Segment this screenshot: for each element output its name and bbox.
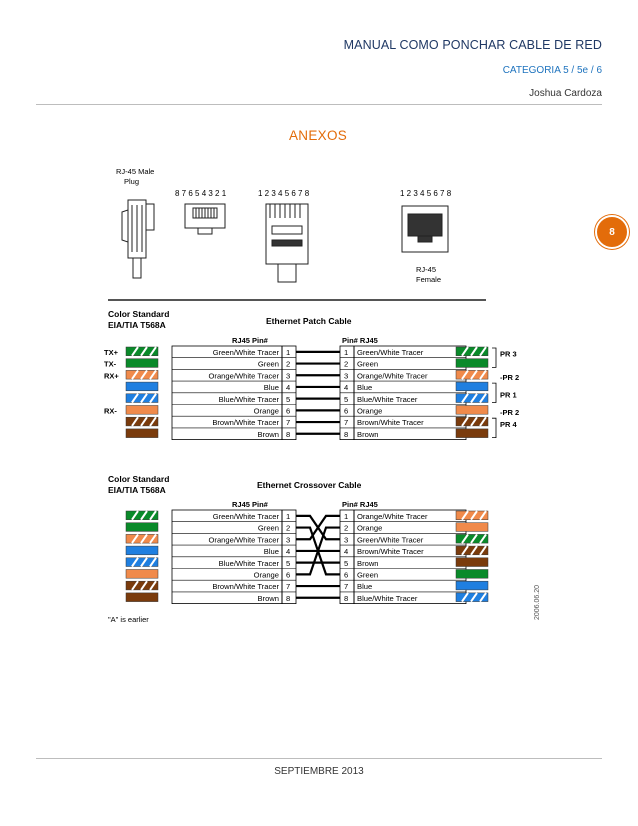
left-pin-number: 5 (286, 558, 291, 568)
left-pin-number: 3 (286, 535, 291, 545)
left-wire-label: Orange (253, 570, 279, 580)
left-wire-label: Green/White Tracer (212, 512, 279, 521)
crossover-color-standard-line1: Color Standard (108, 474, 170, 484)
right-wire-label: Blue (357, 383, 373, 393)
right-pin-number: 3 (344, 535, 349, 545)
footnote-a-is-earlier: "A" is earlier (108, 615, 149, 624)
right-wire-label: Brown (357, 558, 379, 568)
signal-label: TX- (104, 359, 117, 369)
right-pin-number: 8 (344, 593, 349, 603)
right-pin-number: 2 (344, 359, 349, 369)
header-divider (36, 104, 602, 105)
crossover-color-standard-line2: EIA/TIA T568A (108, 485, 166, 495)
left-pin-number: 6 (286, 570, 291, 580)
right-wire-label: Blue/White Tracer (357, 593, 418, 603)
signal-label: TX+ (104, 348, 118, 357)
rj45-wiring-diagram (100, 160, 540, 630)
left-table-header: RJ45 Pin# (232, 336, 268, 345)
left-wire-label: Orange/White Tracer (208, 371, 279, 381)
pin-order-forward: 1 2 3 4 5 6 7 8 (258, 189, 310, 198)
pair-label: PR 3 (500, 349, 517, 359)
right-table-header: Pin# RJ45 (342, 336, 378, 345)
left-wire-label: Green (257, 523, 279, 533)
right-wire-label: Brown/White Tracer (357, 547, 424, 557)
pair-label: -PR 2 (500, 373, 520, 383)
left-color-swatch (126, 359, 158, 368)
left-pin-number: 7 (286, 582, 291, 592)
right-pin-number: 5 (344, 558, 349, 568)
patch-color-standard-line1: Color Standard (108, 309, 170, 319)
left-pin-number: 8 (286, 429, 291, 439)
patch-color-standard-line2: EIA/TIA T568A (108, 320, 166, 330)
pair-label: PR 4 (500, 419, 517, 429)
left-pin-number: 3 (286, 371, 291, 381)
pair-bracket (492, 418, 496, 437)
right-pin-number: 1 (344, 348, 349, 357)
right-pin-number: 4 (344, 383, 349, 393)
left-color-swatch (126, 523, 158, 532)
right-color-swatch (456, 523, 488, 532)
pair-bracket (492, 348, 496, 367)
crossover-cable-title: Ethernet Crossover Cable (257, 480, 362, 490)
left-color-swatch (126, 570, 158, 579)
right-color-swatch (456, 581, 488, 590)
plug-top-view-icon (266, 204, 308, 282)
left-pin-number: 8 (286, 593, 291, 603)
right-wire-label: Brown (357, 429, 379, 439)
left-wire-label: Blue (263, 547, 279, 557)
left-color-swatch (126, 429, 158, 438)
section-title: ANEXOS (289, 128, 348, 143)
left-pin-number: 2 (286, 523, 291, 533)
signal-label: RX- (104, 406, 117, 416)
left-pin-number: 6 (286, 406, 291, 416)
left-wire-label: Green (257, 359, 279, 369)
left-wire-label: Blue (263, 383, 279, 393)
left-pin-number: 7 (286, 418, 291, 428)
right-wire-label: Orange/White Tracer (357, 371, 428, 381)
left-wire-label: Blue/White Tracer (218, 558, 279, 568)
left-color-swatch (126, 593, 158, 602)
left-wire-label: Brown/White Tracer (212, 418, 279, 428)
document-subtitle: CATEGORIA 5 / 5e / 6 (502, 65, 602, 76)
right-color-swatch (456, 382, 488, 391)
left-wire-label: Green/White Tracer (212, 348, 279, 357)
right-color-swatch (456, 406, 488, 415)
plug-front-view-icon (185, 204, 225, 234)
patch-cable-title: Ethernet Patch Cable (266, 316, 352, 326)
left-pin-number: 1 (286, 512, 291, 521)
right-pin-number: 2 (344, 523, 349, 533)
right-wire-label: Blue (357, 582, 373, 592)
left-pin-number: 2 (286, 359, 291, 369)
left-wire-label: Brown (257, 429, 279, 439)
left-pin-number: 1 (286, 348, 291, 357)
right-wire-label: Blue/White Tracer (357, 394, 418, 404)
right-wire-label: Brown/White Tracer (357, 418, 424, 428)
pair-bracket (492, 383, 496, 402)
pin-order-forward-female: 1 2 3 4 5 6 7 8 (400, 189, 452, 198)
left-color-swatch (126, 546, 158, 555)
signal-label: RX+ (104, 371, 119, 381)
patch-cable-table (104, 336, 519, 440)
pair-label: -PR 2 (500, 408, 520, 418)
page-number-badge: 8 (595, 215, 629, 249)
right-pin-number: 3 (344, 371, 349, 381)
right-wire-label: Green (357, 359, 379, 369)
right-wire-label: Orange (357, 406, 383, 416)
document-title: MANUAL COMO PONCHAR CABLE DE RED (343, 38, 602, 52)
left-wire-label: Brown/White Tracer (212, 582, 279, 592)
plug-label-line2: Plug (124, 177, 140, 186)
left-wire-label: Blue/White Tracer (218, 394, 279, 404)
right-color-swatch (456, 429, 488, 438)
right-wire-label: Orange (357, 523, 383, 533)
right-wire-label: Green/White Tracer (357, 348, 424, 357)
right-pin-number: 6 (344, 570, 349, 580)
pair-label: PR 1 (500, 390, 517, 400)
left-pin-number: 4 (286, 547, 291, 557)
document-author: Joshua Cardoza (529, 88, 602, 99)
female-label-line1: RJ-45 (416, 265, 437, 274)
right-color-swatch (456, 558, 488, 567)
right-pin-number: 4 (344, 547, 349, 557)
pin-order-reverse: 8 7 6 5 4 3 2 1 (175, 189, 227, 198)
left-pin-number: 4 (286, 383, 291, 393)
footer-date: SEPTIEMBRE 2013 (274, 766, 364, 777)
right-pin-number: 6 (344, 406, 349, 416)
left-color-swatch (126, 406, 158, 415)
left-table-header: RJ45 Pin# (232, 500, 268, 509)
right-wire-label: Orange/White Tracer (357, 512, 428, 521)
female-label-line2: Female (416, 275, 442, 284)
footer-divider (36, 758, 602, 759)
right-pin-number: 5 (344, 394, 349, 404)
right-wire-label: Green/White Tracer (357, 535, 424, 545)
left-wire-label: Brown (257, 593, 279, 603)
jack-female-icon (402, 206, 448, 252)
date-stamp: 2006.06.20 (534, 584, 541, 620)
right-pin-number: 7 (344, 582, 349, 592)
left-wire-label: Orange/White Tracer (208, 535, 279, 545)
rj45-wiring-figure (100, 160, 540, 635)
left-color-swatch (126, 382, 158, 391)
left-pin-number: 5 (286, 394, 291, 404)
right-pin-number: 1 (344, 512, 349, 521)
right-wire-label: Green (357, 570, 379, 580)
plug-side-view-icon (122, 200, 154, 278)
plug-label-line1: RJ-45 Male (116, 167, 155, 176)
left-wire-label: Orange (253, 406, 279, 416)
right-color-swatch (456, 570, 488, 579)
right-pin-number: 7 (344, 418, 349, 428)
crossover-cable-table (126, 500, 488, 604)
right-pin-number: 8 (344, 429, 349, 439)
right-table-header: Pin# RJ45 (342, 500, 378, 509)
right-color-swatch (456, 359, 488, 368)
